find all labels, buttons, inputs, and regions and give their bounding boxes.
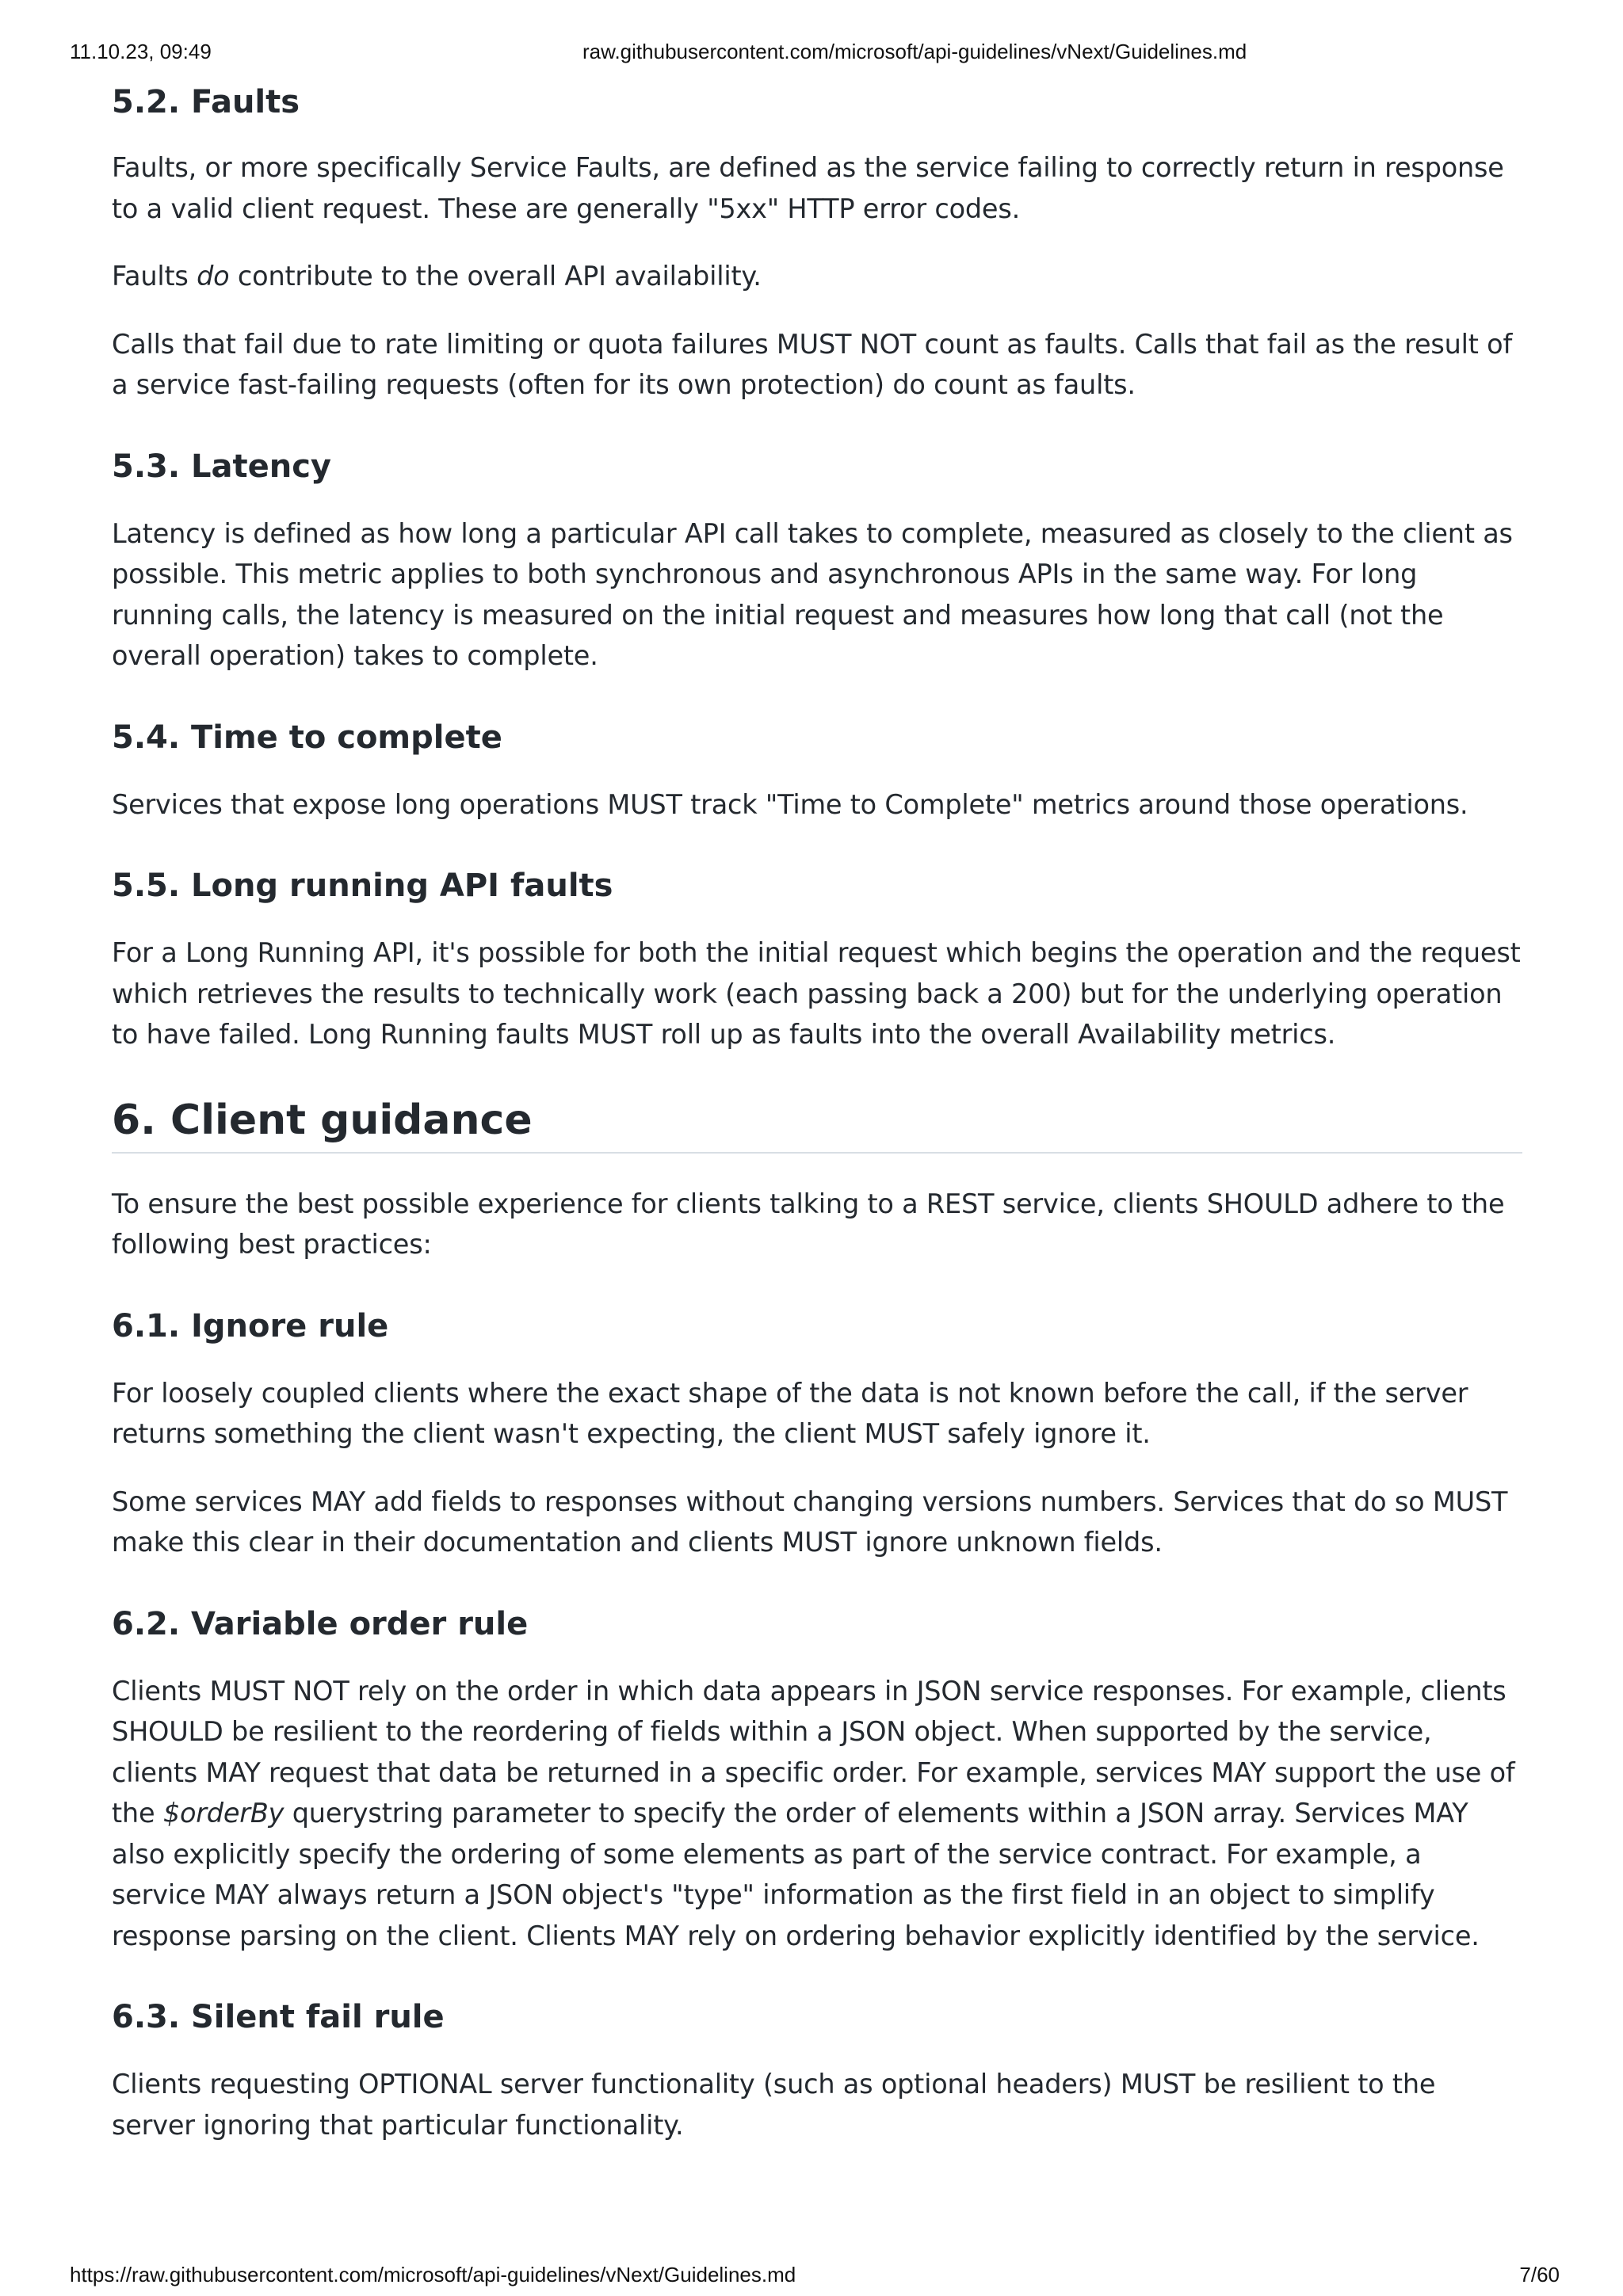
paragraph [112, 256, 1522, 297]
heading-5-4-time-to-complete: 5.4. Time to complete [112, 719, 502, 756]
paragraph: To ensure the best possible experience for clients talking to a REST service, clients SHOULD adhere to the following best practices: [112, 1188, 1505, 1260]
paragraph: For loosely coupled clients where the exact shape of the data is not known before the call, if the server returns something the client wasn't expecting, the client MUST safely ignore it. [112, 1377, 1468, 1449]
text-run: querystring parameter to specify the order of elements within a JSON array. Services MAY also explicitly specify the ordering of some elements as part of the service contract. For example, a service MAY always return a JSON object's "type" information as the first field in an object to simplify response parsing on the client. Clients MAY rely on ordering behavior explicitly identified by the service. [112, 1798, 1480, 1951]
print-header [0, 40, 1623, 65]
text-run: contribute to the overall API availability. [229, 261, 762, 292]
emphasis: $orderBy [162, 1798, 285, 1829]
paragraph: Some services MAY add fields to responses without changing versions numbers. Services that do so MUST make this clear in their documentation and clients MUST ignore unknown fields. [112, 1486, 1508, 1558]
document-content [112, 76, 1522, 2145]
text-run: Faults [112, 261, 197, 292]
heading-5-3-latency: 5.3. Latency [112, 448, 331, 485]
text-run: Clients MUST NOT rely on the order in which data appears in JSON service responses. For example, clients SHOULD be resilient to the reordering of fields within a JSON object. When supported by the service, clients MAY request that data be returned in a specific order. For example, services MAY support the use of the [112, 1675, 1515, 1829]
heading-6-client-guidance: 6. Client guidance [112, 1095, 1522, 1154]
print-date: 11.10.23, 09:49 [70, 40, 212, 63]
paragraph: Faults, or more specifically Service Faults, are defined as the service failing to correctly return in response to a valid client request. These are generally "5xx" HTTP error codes. [112, 152, 1504, 224]
heading-5-2-faults: 5.2. Faults [112, 84, 300, 120]
paragraph: Latency is defined as how long a particular API call takes to complete, measured as closely to the client as possible. This metric applies to both synchronous and asynchronous APIs in the same way. For long running calls, the latency is measured on the initial request and measures how long that call (not the overall operation) takes to complete. [112, 517, 1513, 671]
paragraph [112, 1671, 1522, 1957]
page-number: 7/60 [1519, 2263, 1560, 2286]
paragraph: For a Long Running API, it's possible for both the initial request which begins the operation and the request which retrieves the results to technically work (each passing back a 200) but for the underlying operation to have failed. Long Running faults MUST roll up as faults into the overall Availability metrics. [112, 937, 1521, 1050]
paragraph: Calls that fail due to rate limiting or quota failures MUST NOT count as faults. Calls that fail as the result of a service fast-failing requests (often for its own protection) do count as faults. [112, 328, 1513, 400]
print-footer [0, 2263, 1623, 2288]
print-source-url: raw.githubusercontent.com/microsoft/api-guidelines/vNext/Guidelines.md [582, 40, 1247, 63]
heading-6-3-silent-fail-rule: 6.3. Silent fail rule [112, 1999, 445, 2035]
emphasis: do [197, 261, 230, 292]
heading-6-2-variable-order-rule: 6.2. Variable order rule [112, 1605, 529, 1642]
paragraph: Services that expose long operations MUST track "Time to Complete" metrics around those operations. [112, 788, 1468, 820]
print-footer-url: https://raw.githubusercontent.com/microsoft/api-guidelines/vNext/Guidelines.md [70, 2263, 796, 2286]
heading-6-1-ignore-rule: 6.1. Ignore rule [112, 1307, 389, 1344]
heading-5-5-long-running-api-faults: 5.5. Long running API faults [112, 868, 613, 904]
paragraph: Clients requesting OPTIONAL server functionality (such as optional headers) MUST be resilient to the server ignoring that particular functionality. [112, 2069, 1436, 2141]
